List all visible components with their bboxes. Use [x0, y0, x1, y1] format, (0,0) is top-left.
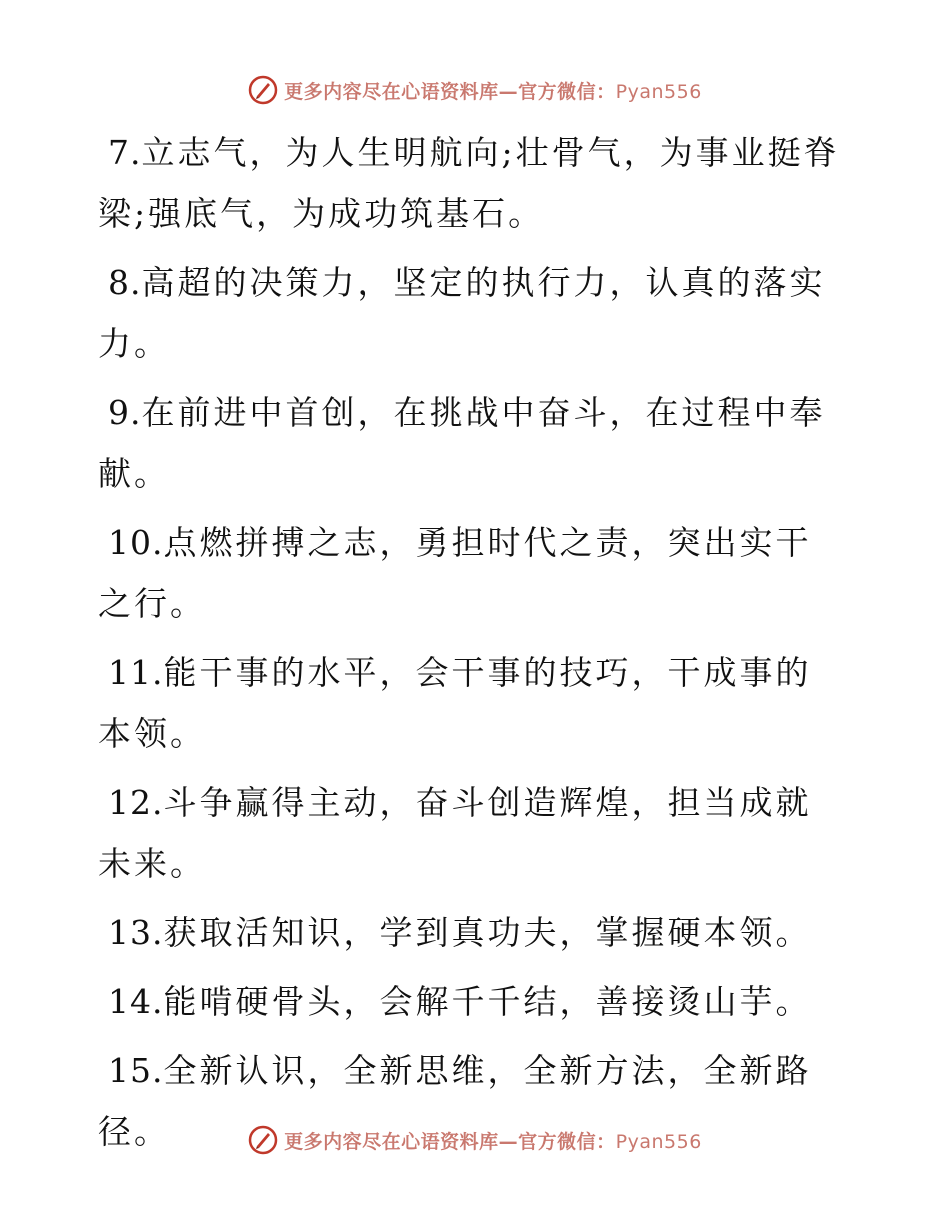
quill-logo-icon: [248, 75, 278, 105]
list-item: 11.能干事的水平，会干事的技巧，干成事的本领。: [98, 653, 812, 753]
watermark-text: 更多内容尽在心语资料库—官方微信：Pyan556: [284, 1130, 702, 1153]
list-item: 12.斗争赢得主动，奋斗创造辉煌，担当成就未来。: [98, 783, 812, 883]
list-item: 10.点燃拼搏之志，勇担时代之责，突出实干之行。: [98, 523, 812, 623]
list-item: 8.高超的决策力，坚定的执行力，认真的落实力。: [98, 263, 826, 363]
quill-logo-icon: [248, 1125, 278, 1155]
watermark-text: 更多内容尽在心语资料库—官方微信：Pyan556: [284, 80, 702, 103]
footer-watermark: [0, 1120, 950, 1160]
list-item: 13.获取活知识，学到真功夫，掌握硬本领。: [108, 913, 812, 952]
header-watermark: [0, 70, 950, 110]
list-item: 14.能啃硬骨头，会解千千结，善接烫山芋。: [108, 982, 812, 1021]
document-body: [98, 122, 843, 1170]
list-item: 15.全新认识，全新思维，全新方法，全新路径。: [98, 1051, 812, 1151]
list-item: 7.立志气，为人生明航向;壮骨气，为事业挺脊梁;强底气，为成功筑基石。: [98, 133, 840, 233]
list-item: 9.在前进中首创，在挑战中奋斗，在过程中奉献。: [98, 393, 826, 493]
